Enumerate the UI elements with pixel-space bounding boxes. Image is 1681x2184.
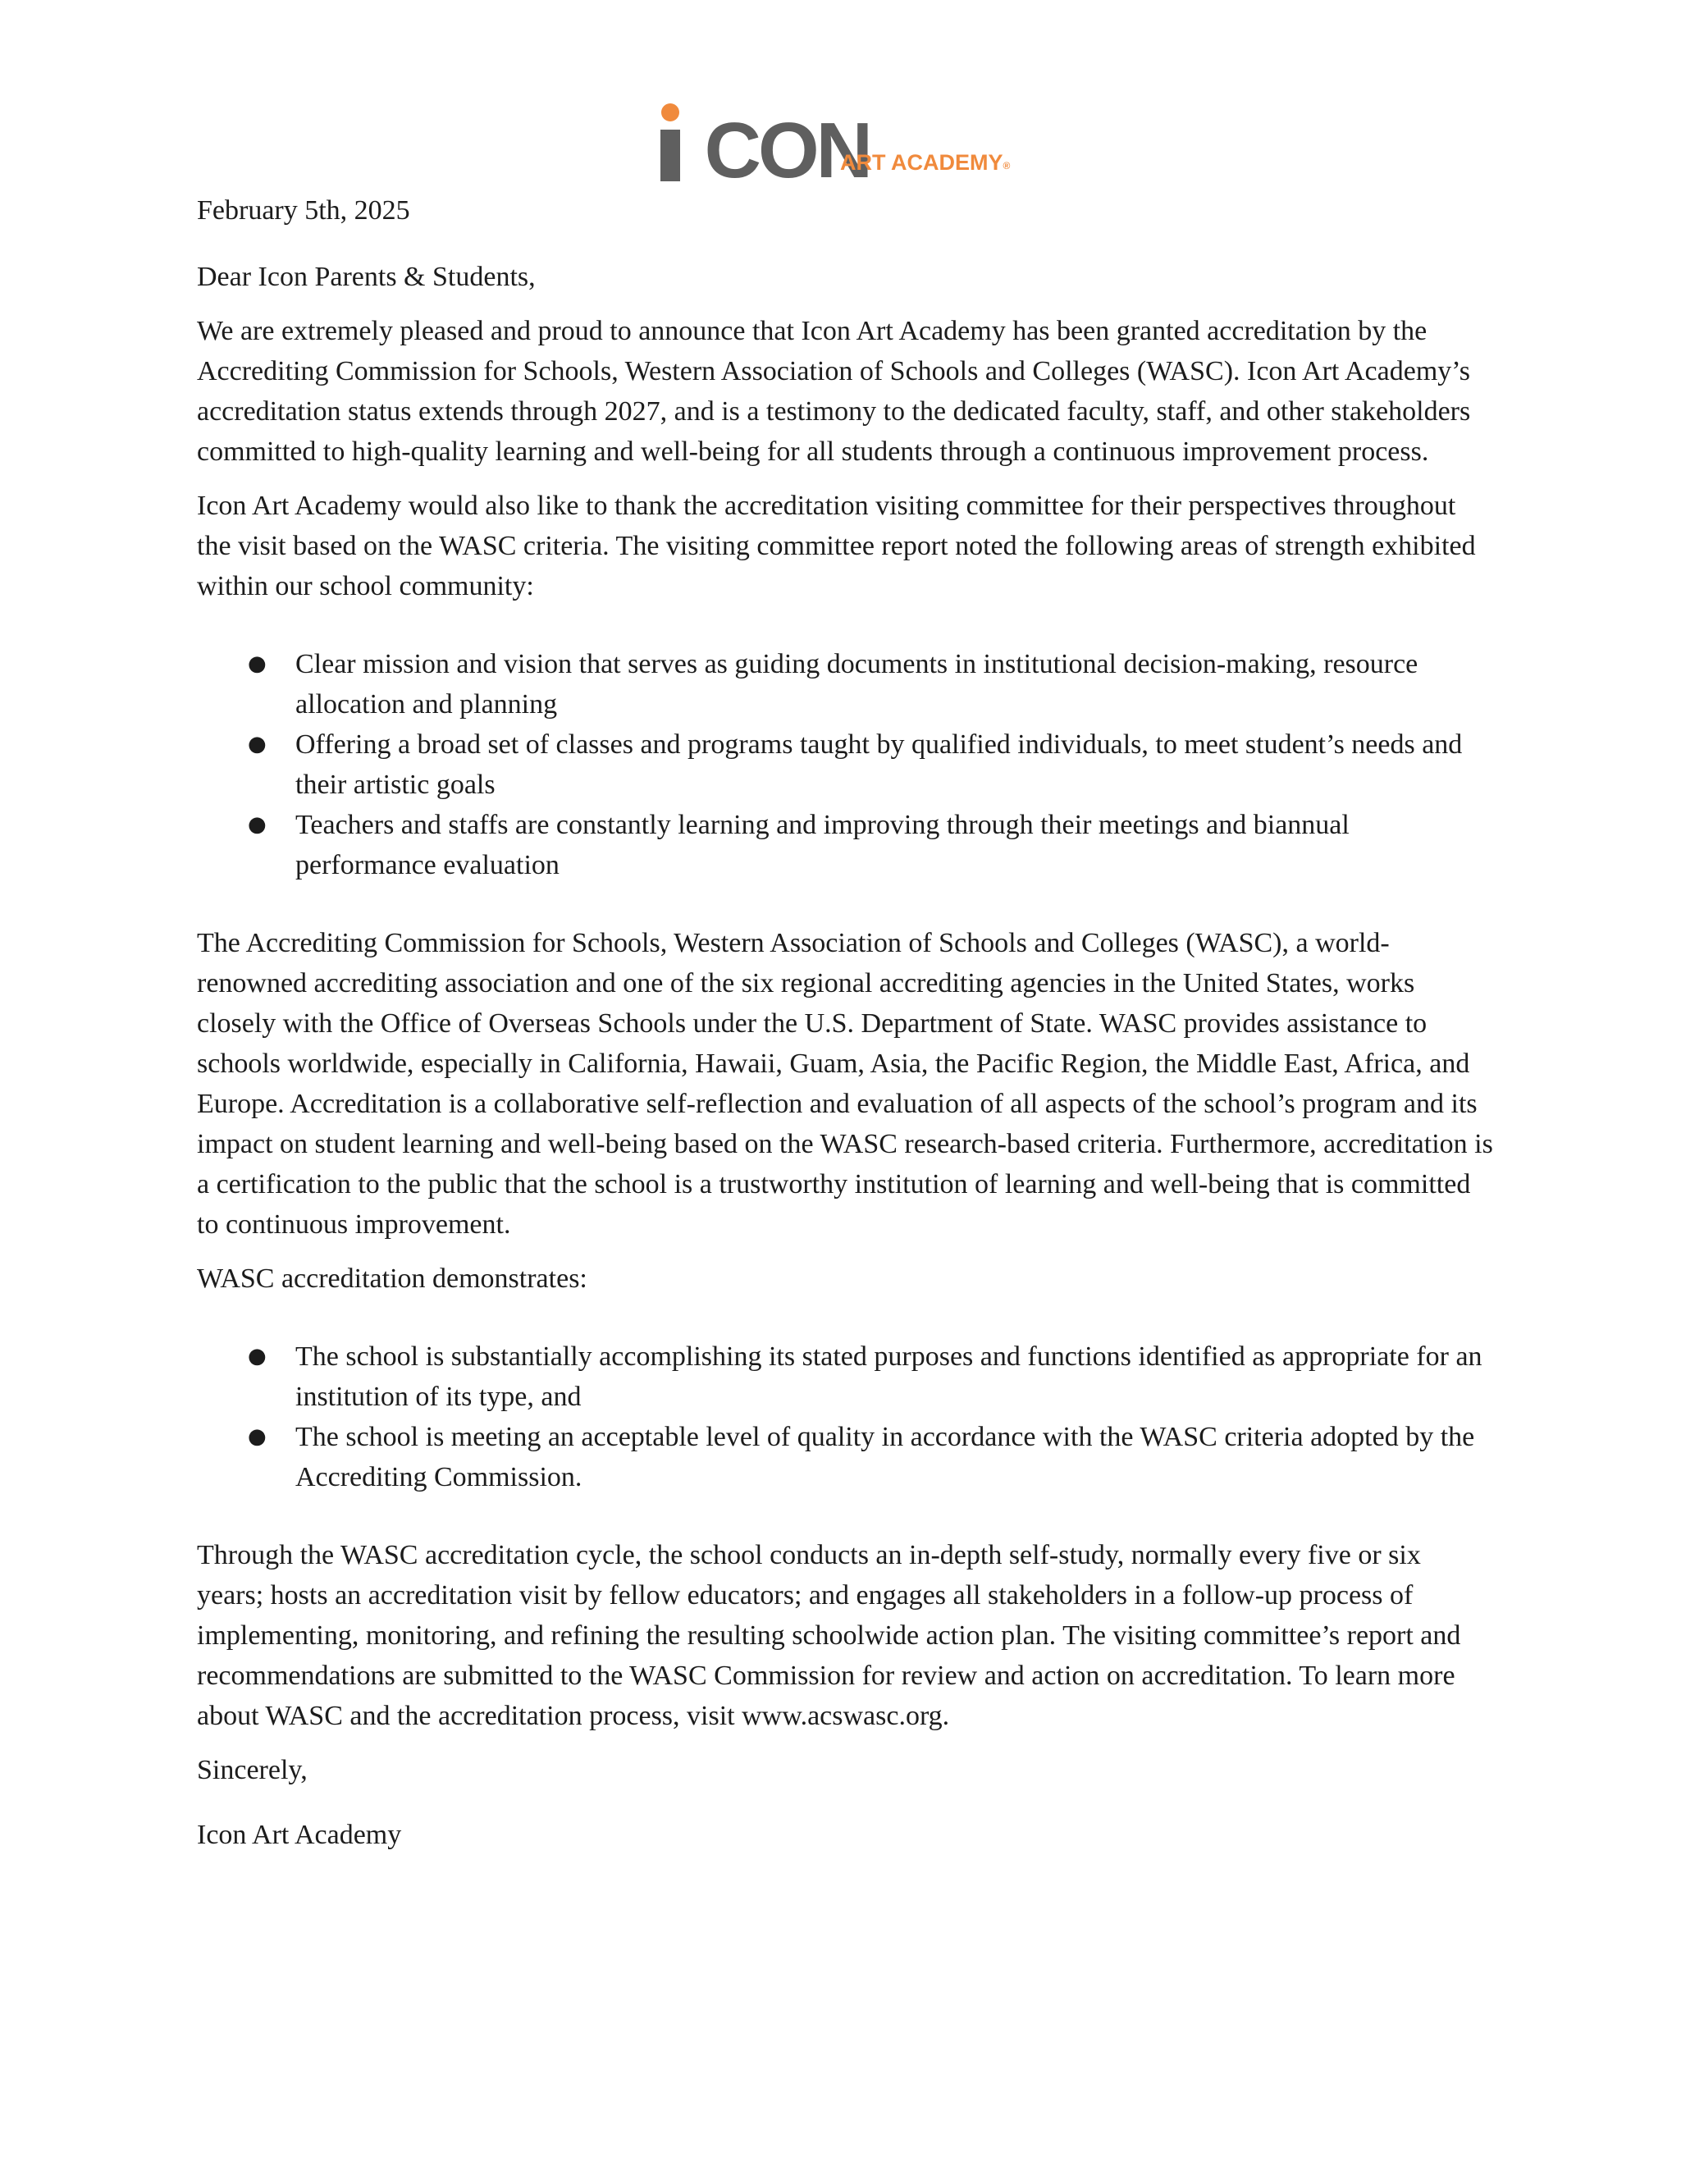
icon-art-academy-logo <box>656 97 1034 194</box>
logo-i-stem <box>660 130 680 181</box>
letter-body <box>197 190 1493 1855</box>
paragraph-announcement: We are extremely pleased and proud to announce that Icon Art Academy has been granted accreditation by the Accrediting Commission for Schools, Western Association of Schools and Colleges (WASC). Icon Art Academy’s accreditation status extends through 2027, and is a testimony to the dedicated faculty, staff, and other stakeholders committed to high-quality learning and well-being for all students through a continuous improvement process. <box>197 316 1471 467</box>
bullet-icon: ● <box>248 651 267 676</box>
paragraph-thanks: Icon Art Academy would also like to thank the accreditation visiting committee for their perspectives throughout the visit based on the WASC criteria. The visiting committee report noted the following areas of strength exhibited within our school community: <box>197 491 1476 601</box>
logo-brand-rest: CON <box>704 107 870 194</box>
paragraph-accreditation-cycle: Through the WASC accreditation cycle, the school conducts an in-depth self-study, normally every five or six years; hosts an accreditation visit by fellow educators; and engages all stakeholders in a follow-up process of implementing, monitoring, and refining the resulting schoolwide action plan. The visiting committee’s report and recommendations are submitted to the WASC Commission for review and action on accreditation. To learn more about WASC and the accreditation process, visit www.acswasc.org. <box>197 1540 1461 1731</box>
logo-subtitle: ART ACADEMY® <box>840 150 1011 175</box>
bullet-icon: ● <box>248 1424 267 1449</box>
paragraph-wasc-description: The Accrediting Commission for Schools, Western Association of Schools and Colleges (WASC), a world-renowned accrediting association and one of the six regional accrediting agencies in the United States, works closely with the Office of Overseas Schools under the U.S. Department of State. WASC provides assistance to schools worldwide, especially in California, Hawaii, Guam, Asia, the Pacific Region, the Middle East, Africa, and Europe. Accreditation is a collaborative self-reflection and evaluation of all aspects of the school’s program and its impact on student learning and well-being based on the WASC research-based criteria. Furthermore, accreditation is a certification to the public that the school is a trustworthy institution of learning and well-being that is committed to continuous improvement. <box>197 928 1493 1240</box>
letter-salutation: Dear Icon Parents & Students, <box>197 262 536 292</box>
bullet-icon: ● <box>248 812 267 837</box>
letter-date: February 5th, 2025 <box>197 195 410 226</box>
list-item: ● Teachers and staffs are constantly learning and improving through their meetings and biannual performance evaluation <box>197 805 1493 885</box>
list-item: ● The school is substantially accomplishing its stated purposes and functions identified as appropriate for an institution of its type, and <box>197 1336 1493 1417</box>
list-item: ● Clear mission and vision that serves as guiding documents in institutional decision-making, resource allocation and planning <box>197 644 1493 724</box>
logo-orange-dot <box>661 103 679 121</box>
registered-mark: ® <box>1003 160 1011 171</box>
paragraph-demonstrates-intro: WASC accreditation demonstrates: <box>197 1263 587 1294</box>
strengths-list <box>197 644 1493 885</box>
bullet-icon: ● <box>248 732 267 756</box>
demonstrates-list <box>197 1336 1493 1497</box>
bullet-icon: ● <box>248 1344 267 1368</box>
list-item: ● Offering a broad set of classes and programs taught by qualified individuals, to meet student’s needs and their artistic goals <box>197 724 1493 805</box>
letter-signature: Icon Art Academy <box>197 1820 402 1850</box>
list-item: ● The school is meeting an acceptable level of quality in accordance with the WASC criteria adopted by the Accrediting Commission. <box>197 1417 1493 1497</box>
letter-closing: Sincerely, <box>197 1755 308 1785</box>
